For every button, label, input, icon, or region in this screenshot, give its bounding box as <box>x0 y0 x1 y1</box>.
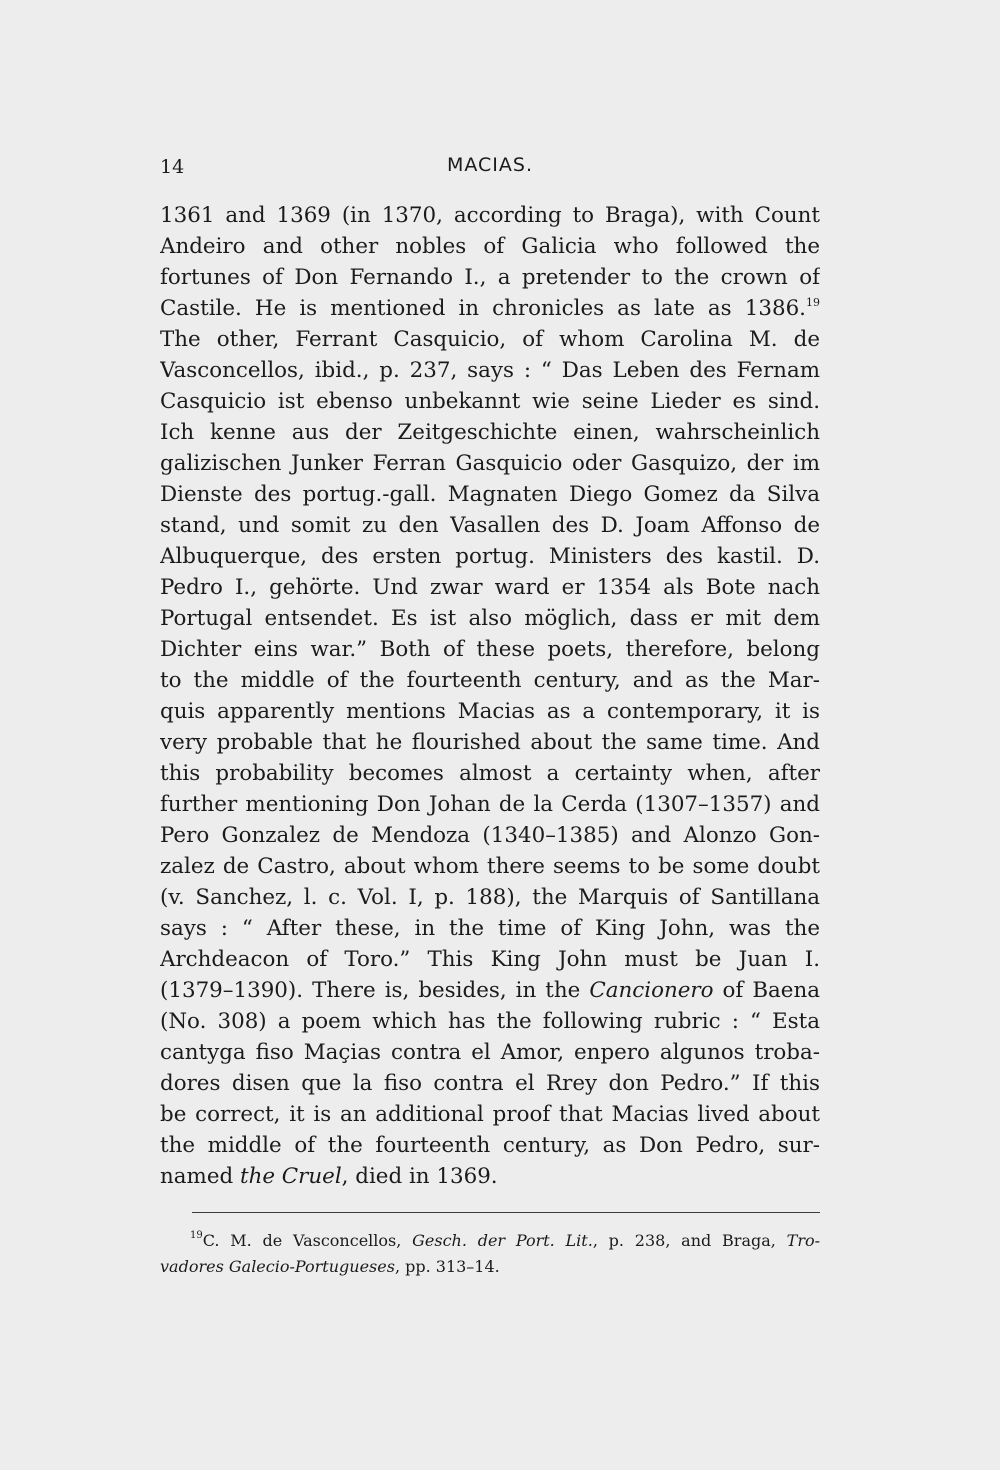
text-run: , died in 1369. <box>341 1164 498 1189</box>
text-run: Albuquerque, des ersten portug. Ministers des kastil. D. <box>160 544 820 569</box>
text-run: says : “ After these, in the time of King John, was the <box>160 916 820 941</box>
text-line <box>160 696 820 727</box>
text-run: of Baena <box>713 978 820 1003</box>
footnote <box>160 1228 820 1280</box>
text-run: , p. 238, and Braga, <box>592 1231 787 1250</box>
italic-text: Tro- <box>786 1231 820 1250</box>
text-run: (1379–1390). There is, besides, in the <box>160 978 590 1003</box>
text-run: to the middle of the fourteenth century, and as the Mar- <box>160 668 820 693</box>
text-line <box>160 1037 820 1068</box>
text-run: 1361 and 1369 (in 1370, according to Braga), with Count <box>160 203 820 228</box>
text-run: Archdeacon of Toro.” This King John must be Juan I. <box>160 947 820 972</box>
text-line <box>160 510 820 541</box>
text-run: Pero Gonzalez de Mendoza (1340–1385) and Alonzo Gon- <box>160 823 820 848</box>
text-run: Castile. He is mentioned in chronicles as late as 1386. <box>160 296 806 321</box>
text-run: C. M. de Vasconcellos, <box>202 1231 413 1250</box>
text-run: Casquicio ist ebenso unbekannt wie seine Lieder es sind. <box>160 389 820 414</box>
text-line <box>160 944 820 975</box>
footnote-marker: 19 <box>806 296 820 309</box>
footnote-line <box>160 1228 820 1254</box>
text-run: named <box>160 1164 240 1189</box>
footnote-rule <box>192 1212 820 1213</box>
text-run: cantyga fiso Maçias contra el Amor, enpero algunos troba- <box>160 1040 820 1065</box>
text-run: Dichter eins war.” Both of these poets, therefore, belong <box>160 637 820 662</box>
text-run: (v. Sanchez, l. c. Vol. I, p. 188), the Marquis of Santillana <box>160 885 820 910</box>
text-line <box>160 913 820 944</box>
page-number: 14 <box>160 156 185 178</box>
text-line <box>160 231 820 262</box>
italic-text: Cancionero <box>589 978 714 1003</box>
text-line <box>160 200 820 231</box>
text-run: dores disen que la fiso contra el Rrey don Pedro.” If this <box>160 1071 820 1096</box>
text-line <box>160 603 820 634</box>
text-run: be correct, it is an additional proof that Macias lived about <box>160 1102 820 1127</box>
text-line <box>160 789 820 820</box>
text-run: Vasconcellos, ibid., p. 237, says : “ Das Leben des Fernam <box>160 358 820 383</box>
text-run: Andeiro and other nobles of Galicia who followed the <box>160 234 820 259</box>
italic-text: Gesch. der Port. Lit. <box>412 1231 593 1250</box>
footnote-marker: 19 <box>190 1230 203 1241</box>
text-line <box>160 1099 820 1130</box>
text-line <box>160 324 820 355</box>
text-run: The other, Ferrant Casquicio, of whom Carolina M. de <box>160 327 820 352</box>
text-line <box>160 1130 820 1161</box>
text-line <box>160 293 820 324</box>
footnote-line <box>160 1254 820 1280</box>
text-line <box>160 1068 820 1099</box>
running-title: MACIAS. <box>446 154 534 176</box>
text-line <box>160 479 820 510</box>
text-line <box>160 448 820 479</box>
text-run: fortunes of Don Fernando I., a pretender to the crown of <box>160 265 820 290</box>
text-line <box>160 882 820 913</box>
text-run: this probability becomes almost a certainty when, after <box>160 761 820 786</box>
text-line <box>160 665 820 696</box>
text-run: stand, und somit zu den Vasallen des D. Joam Affonso de <box>160 513 820 538</box>
text-run: galizischen Junker Ferran Gasquicio oder Gasquizo, der im <box>160 451 820 476</box>
text-line <box>160 975 820 1006</box>
text-run: further mentioning Don Johan de la Cerda (1307–1357) and <box>160 792 820 817</box>
text-run: very probable that he flourished about the same time. And <box>160 730 820 755</box>
text-run: Dienste des portug.-gall. Magnaten Diego Gomez da Silva <box>160 482 820 507</box>
text-line <box>160 851 820 882</box>
text-run: , pp. 313–14. <box>394 1257 500 1276</box>
running-head <box>160 152 820 188</box>
italic-text: vadores Galecio-Portugueses <box>160 1257 395 1276</box>
text-line <box>160 1006 820 1037</box>
text-run: Portugal entsendet. Es ist also möglich, dass er mit dem <box>160 606 820 631</box>
text-line <box>160 1161 820 1192</box>
text-line <box>160 417 820 448</box>
text-run: Pedro I., gehörte. Und zwar ward er 1354 als Bote nach <box>160 575 820 600</box>
text-line <box>160 758 820 789</box>
text-run: Ich kenne aus der Zeitgeschichte einen, wahrscheinlich <box>160 420 820 445</box>
body-text <box>160 200 820 1192</box>
text-line <box>160 541 820 572</box>
italic-text: the Cruel <box>239 1164 342 1189</box>
text-line <box>160 355 820 386</box>
text-run: (No. 308) a poem which has the following rubric : “ Esta <box>160 1009 820 1034</box>
text-run: zalez de Castro, about whom there seems to be some doubt <box>160 854 820 879</box>
text-line <box>160 820 820 851</box>
text-line <box>160 572 820 603</box>
text-line <box>160 386 820 417</box>
text-line <box>160 262 820 293</box>
text-line <box>160 727 820 758</box>
text-run: quis apparently mentions Macias as a contemporary, it is <box>160 699 820 724</box>
text-line <box>160 634 820 665</box>
text-run: the middle of the fourteenth century, as Don Pedro, sur- <box>160 1133 820 1158</box>
